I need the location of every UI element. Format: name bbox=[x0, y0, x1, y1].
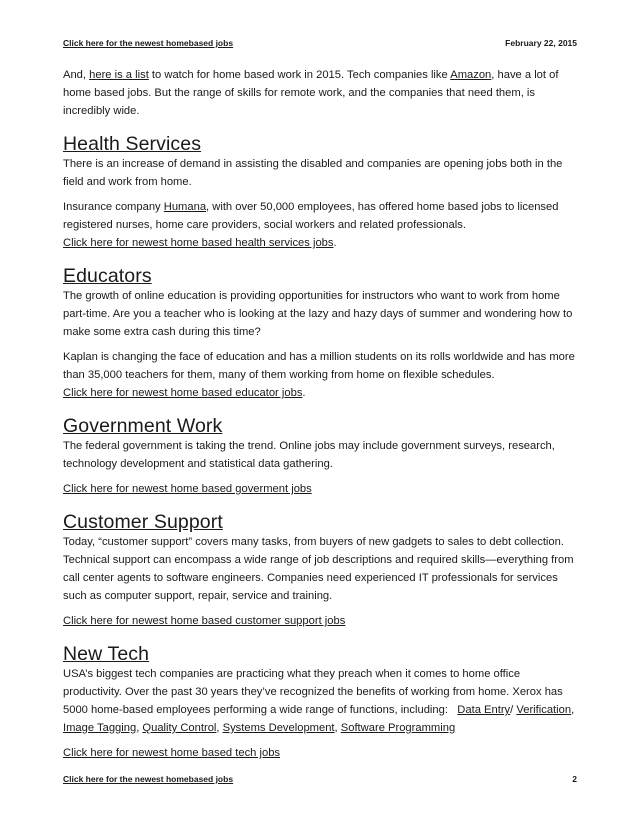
tech-text: USA’s biggest tech companies are practicing what they preach when it comes to home office productivity. Over the past 30 years they’ve recognized the benefits of working from home. Xerox has 5000 home-based employees performing a wide range of functions, including: bbox=[63, 668, 566, 716]
heading-health-services: Health Services bbox=[63, 133, 202, 155]
support-cta-paragraph bbox=[63, 612, 577, 630]
tech-jobs-link[interactable]: Click here for newest home based tech jobs bbox=[63, 747, 281, 759]
quality-control-link[interactable]: Quality Control bbox=[142, 722, 217, 734]
data-entry-link[interactable]: Data Entry bbox=[457, 704, 511, 716]
health-text-start: Insurance company bbox=[63, 201, 164, 213]
page-content bbox=[63, 66, 577, 762]
support-paragraph-1: Today, “customer support” covers many tasks, from buyers of new gadgets to sales to debt collection. Technical support can encompass a wide range of job descriptions and required skills—everything from call center agents to software engineers. Companies need experienced IT professionals for services such as computer support, repair, service and training. bbox=[63, 536, 574, 602]
heading-customer-support: Customer Support bbox=[63, 511, 223, 533]
health-paragraph-2 bbox=[63, 198, 577, 252]
here-is-a-list-link[interactable]: here is a list bbox=[89, 69, 149, 81]
tech-sep: / bbox=[510, 704, 514, 716]
software-programming-link[interactable]: Software Programming bbox=[340, 722, 456, 734]
tech-paragraph-1 bbox=[63, 665, 577, 737]
educator-jobs-link[interactable]: Click here for newest home based educator jobs bbox=[63, 387, 303, 399]
page-header bbox=[63, 38, 577, 52]
tech-sep: , bbox=[571, 704, 575, 716]
verification-link[interactable]: Verification bbox=[516, 704, 572, 716]
systems-development-link[interactable]: Systems Development bbox=[222, 722, 335, 734]
health-text-end: , with over 50,000 employees, has offered home based jobs to licensed registered nurses, home care providers, social workers and related professionals. bbox=[63, 201, 559, 231]
educator-cta-period: . bbox=[302, 387, 306, 399]
heading-government-work: Government Work bbox=[63, 415, 223, 437]
health-jobs-link[interactable]: Click here for newest home based health services jobs bbox=[63, 237, 334, 249]
heading-educators: Educators bbox=[63, 265, 152, 287]
health-paragraph-1: There is an increase of demand in assisting the disabled and companies are opening jobs both in the field and work from home. bbox=[63, 158, 563, 188]
footer-jobs-link[interactable]: Click here for the newest homebased jobs bbox=[63, 774, 234, 784]
government-cta-paragraph bbox=[63, 480, 577, 498]
image-tagging-link[interactable]: Image Tagging bbox=[63, 722, 137, 734]
humana-link[interactable]: Humana bbox=[163, 201, 207, 213]
customer-support-jobs-link[interactable]: Click here for newest home based customer support jobs bbox=[63, 615, 346, 627]
intro-text-end: , have a lot of home based jobs. But the range of skills for remote work, and the companies that need them, is incredibly wide. bbox=[63, 69, 559, 117]
tech-sep: , bbox=[334, 722, 341, 734]
educators-paragraph-1: The growth of online education is providing opportunities for instructors who want to work from home part-time. Are you a teacher who is looking at the lazy and hazy days of summer and wondering how to make some extra cash during this time? bbox=[63, 290, 573, 338]
header-date: February 22, 2015 bbox=[505, 38, 577, 48]
educators-paragraph-2 bbox=[63, 348, 577, 402]
amazon-link[interactable]: Amazon bbox=[450, 69, 492, 81]
tech-cta-paragraph bbox=[63, 744, 577, 762]
intro-paragraph bbox=[63, 66, 577, 120]
intro-text-start: And, bbox=[63, 69, 90, 81]
educators-text: Kaplan is changing the face of education and has a million students on its rolls worldwide and has more than 35,000 teachers for them, many of them working from home on flexible schedules. bbox=[63, 351, 575, 381]
government-paragraph-1: The federal government is taking the trend. Online jobs may include government surveys, research, technology development and statistical data gathering. bbox=[63, 440, 555, 470]
page-footer bbox=[63, 774, 577, 788]
tech-sep: , bbox=[216, 722, 223, 734]
intro-text-middle: to watch for home based work in 2015. Tech companies like bbox=[148, 69, 451, 81]
government-jobs-link[interactable]: Click here for newest home based goverment jobs bbox=[63, 483, 312, 495]
page-number: 2 bbox=[572, 774, 577, 784]
health-cta-period: . bbox=[333, 237, 337, 249]
heading-new-tech: New Tech bbox=[63, 643, 150, 665]
header-jobs-link[interactable]: Click here for the newest homebased jobs bbox=[63, 38, 234, 48]
tech-sep: , bbox=[136, 722, 143, 734]
